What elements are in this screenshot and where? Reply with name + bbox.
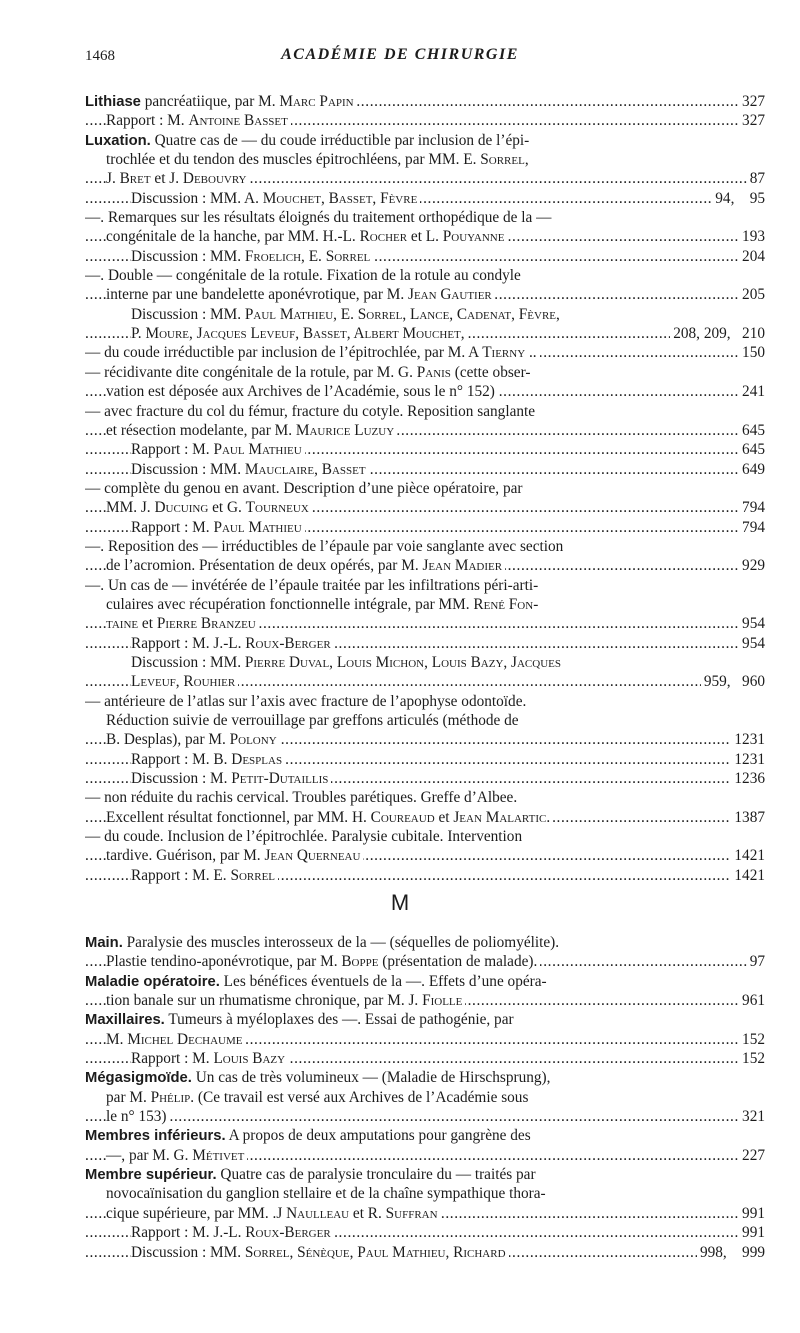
- index-line: [85, 595, 765, 614]
- entry-text: [131, 306, 563, 323]
- entry-text: [85, 132, 532, 149]
- index-line: [85, 440, 765, 459]
- author-name: Froelich, E. Sorrel: [244, 247, 371, 265]
- entry-segment: — antérieure de l’atlas sur l’axis avec fracture de l’apophyse odontoïde.: [85, 692, 527, 710]
- entry-keyword: Lithiase: [85, 94, 141, 110]
- entry-segment: par M.: [106, 1088, 151, 1106]
- entry-segment: Réduction suivie de verrouillage par greffons articulés (méthode de: [106, 712, 519, 729]
- entry-segment: ,: [524, 151, 529, 169]
- entry-segment: et résection modelante, par M.: [106, 421, 296, 439]
- entry-text: [85, 480, 526, 497]
- entry-text: [131, 751, 285, 768]
- index-line: [85, 1204, 765, 1223]
- entry-text: [106, 228, 507, 245]
- entry-segment: —. Remarques sur les résultats éloignés du traitement orthopédique de la —: [85, 209, 552, 227]
- author-name: Phélip: [150, 1088, 191, 1106]
- entry-segment: Rapport : M. J.-L.: [131, 634, 246, 652]
- author-name: Mauclaire, Basset: [244, 460, 366, 478]
- index-line: [85, 247, 765, 266]
- entry-segment: — du coude. Inclusion de l’épitrochlée. Paralysie cubitale. Intervention: [85, 828, 523, 846]
- author-name: Antoine Basset: [188, 112, 288, 130]
- entry-text: [85, 828, 525, 845]
- index-line: [85, 1030, 765, 1049]
- index-line: [85, 711, 765, 730]
- index-line: [85, 227, 765, 246]
- author-name: Rocher: [359, 228, 408, 246]
- entry-text: [131, 673, 238, 690]
- entry-segment: tardive. Guérison, par M.: [106, 847, 265, 865]
- entry-text: [106, 809, 553, 826]
- entry-segment: Discussion : MM.: [131, 653, 245, 671]
- index-line: [85, 769, 765, 788]
- entry-text: [131, 654, 564, 671]
- entry-segment: Un cas de très volumineux — (Maladie de Hirschsprung),: [191, 1069, 551, 1087]
- entry-text: [131, 1050, 288, 1067]
- index-line: [85, 808, 765, 827]
- index-line: [85, 933, 765, 952]
- author-name: Marc Papin: [279, 93, 354, 110]
- entry-text: [85, 789, 520, 806]
- author-name: Paul Mathieu: [213, 518, 302, 536]
- entry-text: [106, 847, 363, 864]
- index-line: [85, 208, 765, 227]
- entry-segment: Excellent résultat fonctionnel, par MM. H.: [106, 808, 371, 826]
- entry-text: [131, 461, 369, 478]
- page-reference: 327: [739, 111, 765, 130]
- entry-segment: — non réduite du rachis cervical. Troubles parétiques. Greffe d’Albee.: [85, 789, 518, 807]
- page-reference: 1421: [731, 846, 765, 865]
- author-name: Suffran: [385, 1204, 438, 1222]
- author-name: Leveuf, Rouhier: [131, 673, 236, 691]
- index-line: [85, 1088, 765, 1107]
- author-name: Pierre Branzeu: [156, 615, 256, 633]
- entry-segment: Rapport : M. E.: [131, 866, 231, 884]
- entry-segment: Quatre cas de paralysie tronculaire du — traités par: [216, 1166, 536, 1184]
- entry-text: [106, 151, 532, 168]
- index-line: [85, 672, 765, 691]
- index-line: [85, 1126, 765, 1145]
- index-line: [85, 537, 765, 556]
- page-number: 1468: [85, 48, 115, 64]
- entry-keyword: Main.: [85, 935, 123, 951]
- author-name: Boppe: [341, 953, 379, 971]
- page-reference: 1236: [731, 769, 765, 788]
- author-name: Jean Madier: [422, 557, 503, 575]
- index-line: [85, 991, 765, 1010]
- entry-text: [85, 693, 529, 710]
- index-line: [85, 692, 765, 711]
- index-line: [85, 972, 765, 991]
- entry-segment: .: [546, 808, 551, 826]
- index-line: [85, 169, 765, 188]
- entry-segment: M.: [106, 1030, 128, 1048]
- index-line: [85, 189, 765, 208]
- index-line: [85, 498, 765, 517]
- entry-segment: . (Ce travail est versé aux Archives de l’Académie sous: [190, 1088, 529, 1106]
- page-reference: 97: [747, 952, 765, 971]
- index-line: [85, 1243, 765, 1262]
- author-name: Naulleau: [286, 1204, 350, 1222]
- entry-segment: Discussion : MM.: [131, 305, 245, 323]
- index-line: [85, 827, 765, 846]
- index-line: [85, 556, 765, 575]
- entry-segment: Tumeurs à myéloplaxes des —. Essai de pathogénie, par: [164, 1011, 514, 1029]
- entry-text: [131, 1244, 509, 1261]
- index-line: [85, 285, 765, 304]
- entry-segment: Paralysie des muscles interosseux de la — (séquelles de poliomyélite).: [122, 934, 560, 951]
- entry-text: [106, 499, 312, 516]
- entry-text: [85, 344, 540, 361]
- index-line: [85, 576, 765, 595]
- entry-segment: et: [434, 808, 454, 826]
- index-line: [85, 952, 765, 971]
- entry-segment: —. Double — congénitale de la rotule. Fixation de la rotule au condyle: [85, 267, 521, 285]
- author-name: Paul Mathieu: [213, 441, 302, 459]
- index-line: [85, 460, 765, 479]
- index-line: [85, 730, 765, 749]
- index-line: [85, 305, 765, 324]
- page-reference: 794: [739, 518, 765, 537]
- page-reference: 1387: [731, 808, 765, 827]
- entry-segment: —. Reposition des — irréductibles de l’épaule par voie sanglante avec section: [85, 537, 564, 555]
- author-name: Jean Malartic: [453, 808, 547, 826]
- entry-segment: — du coude irréductible par inclusion de l’épitrochlée, par M. A: [85, 344, 483, 362]
- entry-segment: pancréatiique, par M.: [140, 93, 280, 110]
- entry-segment: et J.: [150, 170, 183, 188]
- entry-segment: interne par une bandelette aponévrotique, par M.: [106, 286, 408, 304]
- page-reference: 208, 209, 210: [670, 324, 765, 343]
- page-reference: 645: [739, 440, 765, 459]
- entry-segment: —, par M. G.: [106, 1146, 193, 1164]
- entry-text: [85, 577, 541, 594]
- index-line: [85, 846, 765, 865]
- index-line: [85, 382, 765, 401]
- entry-segment: novocaïnisation du ganglion stellaire et de la chaîne sympathique thora-: [106, 1185, 546, 1203]
- author-name: Desplas: [231, 750, 283, 768]
- author-name: Sorrel, Sénèque, Paul Mathieu, Richard: [244, 1243, 506, 1261]
- index-line: [85, 518, 765, 537]
- index-line: [85, 363, 765, 382]
- entry-segment: cique supérieure, par MM. .J: [106, 1204, 287, 1222]
- page-reference: 954: [739, 634, 765, 653]
- section-letter: M: [390, 890, 410, 915]
- page-reference: 152: [739, 1030, 765, 1049]
- entry-segment: — complète du genou en avant. Description d’une pièce opératoire, par: [85, 479, 523, 497]
- entry-keyword: Maxillaires.: [85, 1012, 165, 1029]
- entry-segment: Rapport : M.: [106, 112, 189, 130]
- author-name: Polony: [229, 731, 277, 749]
- entry-segment: Rapport : M. B.: [131, 750, 232, 768]
- author-name: Debouvry: [182, 170, 247, 188]
- entry-text: [106, 1108, 170, 1125]
- page-reference: 321: [739, 1107, 765, 1126]
- entry-keyword: Membre supérieur.: [85, 1167, 217, 1184]
- author-name: Jean Querneau: [264, 847, 361, 865]
- index-line: [85, 750, 765, 769]
- page-reference: 998, 999: [697, 1243, 765, 1262]
- entry-text: [131, 248, 373, 265]
- author-name: Tierny: [482, 344, 526, 362]
- entry-keyword: Luxation.: [85, 132, 151, 149]
- page-reference: 991: [739, 1204, 765, 1223]
- entry-segment: (présentation de malade).: [378, 953, 538, 971]
- index-line: [85, 634, 765, 653]
- entry-text: [131, 867, 278, 884]
- author-name: Maurice Luzuy: [295, 421, 395, 439]
- page-reference: 205: [739, 285, 765, 304]
- entry-segment: Discussion : M.: [131, 770, 232, 788]
- entry-text: [131, 770, 331, 787]
- index-line: [85, 1010, 765, 1029]
- page-reference: 241: [739, 382, 765, 401]
- entry-keyword: Maladie opératoire.: [85, 973, 220, 990]
- entry-text: [85, 1127, 534, 1144]
- entry-text: [106, 1205, 441, 1222]
- entry-text: [85, 1166, 539, 1183]
- entry-segment: Discussion : MM.: [131, 1243, 245, 1261]
- entry-text: [106, 1147, 247, 1164]
- entry-text: [85, 1069, 553, 1086]
- author-name: Bret: [119, 170, 151, 188]
- entry-segment: de l’acromion. Présentation de deux opérés, par M.: [106, 557, 423, 575]
- entry-segment: vation est déposée aux Archives de l’Académie, sous le n° 152): [106, 383, 495, 401]
- author-name: Roux-Berger: [245, 634, 331, 652]
- entry-segment: ..: [525, 344, 537, 362]
- entry-segment: — avec fracture du col du fémur, fracture du cotyle. Reposition sanglante: [85, 402, 536, 420]
- index-line: [85, 402, 765, 421]
- author-name: Pouyanne: [442, 228, 505, 246]
- page-reference: 991: [739, 1223, 765, 1242]
- entry-segment: A propos de deux amputations pour gangrène des: [225, 1127, 531, 1145]
- entry-text: [106, 383, 498, 400]
- entry-segment: B. Desplas), par M.: [106, 731, 230, 749]
- entry-text: [131, 519, 305, 536]
- index-line: [85, 1049, 765, 1068]
- page-reference: 959, 960: [701, 672, 765, 691]
- entry-text: [131, 635, 334, 652]
- author-name: taine: [106, 615, 139, 633]
- author-name: Mouchet, Basset, Fèvre: [262, 189, 418, 207]
- index-line: [85, 92, 765, 111]
- page-reference: 94, 95: [712, 189, 765, 208]
- entry-segment: culaires avec récupération fonctionnelle intégrale, par MM.: [106, 595, 474, 613]
- dot-leader: [85, 1107, 765, 1126]
- entry-text: [106, 731, 280, 748]
- author-name: Fiolle: [422, 992, 463, 1010]
- index-line: [85, 479, 765, 498]
- entry-segment: et G.: [208, 499, 246, 517]
- entry-segment: Rapport : M.: [131, 1050, 214, 1068]
- entry-segment: Discussion : MM.: [131, 460, 245, 478]
- page-reference: 929: [739, 556, 765, 575]
- page-reference: 150: [739, 343, 765, 362]
- author-name: Michel Dechaume: [127, 1030, 243, 1048]
- entry-text: [106, 422, 397, 439]
- page-reference: 954: [739, 614, 765, 633]
- entry-segment: congénitale de la hanche, par MM. H.-L.: [106, 228, 360, 246]
- index-line: [85, 1068, 765, 1087]
- entry-segment: Rapport : M.: [131, 518, 214, 536]
- index-line: [85, 324, 765, 343]
- entry-text: [106, 557, 505, 574]
- entry-text: [131, 190, 420, 207]
- entry-text: [131, 1224, 334, 1241]
- author-name: Moure, Jacques Leveuf, Basset, Albert Mouchet,: [145, 325, 465, 343]
- entry-keyword: Mégasigmoïde.: [85, 1070, 192, 1087]
- page-reference: 794: [739, 498, 765, 517]
- author-name: Petit-Dutaillis: [231, 770, 329, 788]
- entry-text: [85, 403, 538, 420]
- entry-text: [131, 325, 468, 342]
- entry-segment: Rapport : M.: [131, 441, 214, 459]
- index-line: [85, 1184, 765, 1203]
- entry-text: [106, 615, 259, 632]
- entry-segment: (cette obser-: [450, 363, 531, 381]
- page-reference: 645: [739, 421, 765, 440]
- entry-text: [85, 973, 550, 990]
- entry-segment: et: [138, 615, 157, 633]
- entry-text: [85, 93, 357, 110]
- entry-segment: Discussion : MM.: [131, 247, 245, 265]
- index-line: [85, 1146, 765, 1165]
- author-name: Roux-Berger: [245, 1224, 331, 1242]
- entry-segment: Rapport : M. J.-L.: [131, 1224, 246, 1242]
- entry-segment: MM. J.: [106, 499, 155, 517]
- index-line: [85, 111, 765, 130]
- entry-text: [85, 267, 524, 284]
- page-reference: 1421: [731, 866, 765, 885]
- index-line: [85, 421, 765, 440]
- author-name: Panis: [416, 363, 451, 381]
- author-name: Coureaud: [370, 808, 435, 826]
- index-line: [85, 1223, 765, 1242]
- entry-segment: P.: [131, 325, 146, 343]
- index-line: [85, 1107, 765, 1126]
- index-line: [85, 614, 765, 633]
- entry-text: [106, 992, 465, 1009]
- entry-text: [131, 441, 305, 458]
- entry-segment: le n° 153): [106, 1108, 167, 1126]
- page-title: ACADÉMIE DE CHIRURGIE: [281, 46, 519, 63]
- page-reference: 87: [747, 169, 765, 188]
- entry-text: [106, 170, 250, 187]
- page-reference: 204: [739, 247, 765, 266]
- entry-text: [85, 538, 566, 555]
- entry-segment: J.: [106, 170, 120, 188]
- entry-text: [85, 209, 554, 226]
- author-name: Pierre Duval, Louis Michon, Louis Bazy, Jacques: [244, 653, 561, 671]
- author-name: Jean Gautier: [408, 286, 492, 304]
- author-name: Métivet: [192, 1146, 245, 1164]
- entry-segment: Quatre cas de — du coude irréductible par inclusion de l’épi-: [150, 131, 530, 149]
- page-reference: 961: [739, 991, 765, 1010]
- entry-segment: et L.: [407, 228, 443, 246]
- author-name: Ducuing: [154, 499, 209, 517]
- page-reference: 1231: [731, 730, 765, 749]
- index-line: [85, 131, 765, 150]
- entry-text: [106, 286, 495, 303]
- entry-segment: trochlée et du tendon des muscles épitrochléens, par MM. E.: [106, 151, 481, 169]
- page-reference: 327: [739, 92, 765, 111]
- index-line: [85, 1165, 765, 1184]
- entry-segment: —. Un cas de — invétérée de l’épaule traitée par les infiltrations péri-arti-: [85, 576, 539, 594]
- index-line: [85, 788, 765, 807]
- index-line: [85, 150, 765, 169]
- entry-text: [106, 712, 522, 729]
- page-reference: 152: [739, 1049, 765, 1068]
- index-line: [85, 266, 765, 285]
- entry-segment: Plastie tendino-aponévrotique, par M.: [106, 953, 342, 971]
- page-reference: 649: [739, 460, 765, 479]
- entry-text: [106, 1185, 549, 1202]
- entry-text: [85, 934, 562, 951]
- author-name: Sorrel: [230, 866, 276, 884]
- entry-segment: et R.: [349, 1204, 386, 1222]
- author-name: Tourneux: [245, 499, 309, 517]
- page-reference: 193: [739, 227, 765, 246]
- entry-segment: tion banale sur un rhumatisme chronique, par M. J.: [106, 992, 423, 1010]
- author-name: Sorrel: [480, 151, 525, 169]
- entry-segment: Discussion : MM. A.: [131, 189, 263, 207]
- entry-text: [106, 1031, 246, 1048]
- entry-text: [85, 364, 533, 381]
- entry-text: [85, 1011, 517, 1028]
- author-name: Paul Mathieu, E. Sorrel, Lance, Cadenat, Fèvre,: [244, 305, 560, 323]
- entry-text: [106, 953, 540, 970]
- entry-text: [106, 596, 541, 613]
- index-block-l: [85, 92, 765, 885]
- author-name: Louis Bazy: [213, 1050, 286, 1068]
- index-block-m: [85, 933, 765, 1262]
- author-name: René Fon-: [473, 595, 539, 613]
- page-reference: 1231: [731, 750, 765, 769]
- entry-text: [106, 112, 291, 129]
- index-line: [85, 343, 765, 362]
- index-line: [85, 653, 765, 672]
- page-reference: 227: [739, 1146, 765, 1165]
- entry-segment: — récidivante dite congénitale de la rotule, par M. G.: [85, 363, 417, 381]
- index-line: [85, 866, 765, 885]
- entry-segment: Les bénéfices éventuels de la —. Effets d’une opéra-: [219, 972, 547, 990]
- entry-keyword: Membres inférieurs.: [85, 1128, 226, 1145]
- entry-text: [106, 1089, 531, 1106]
